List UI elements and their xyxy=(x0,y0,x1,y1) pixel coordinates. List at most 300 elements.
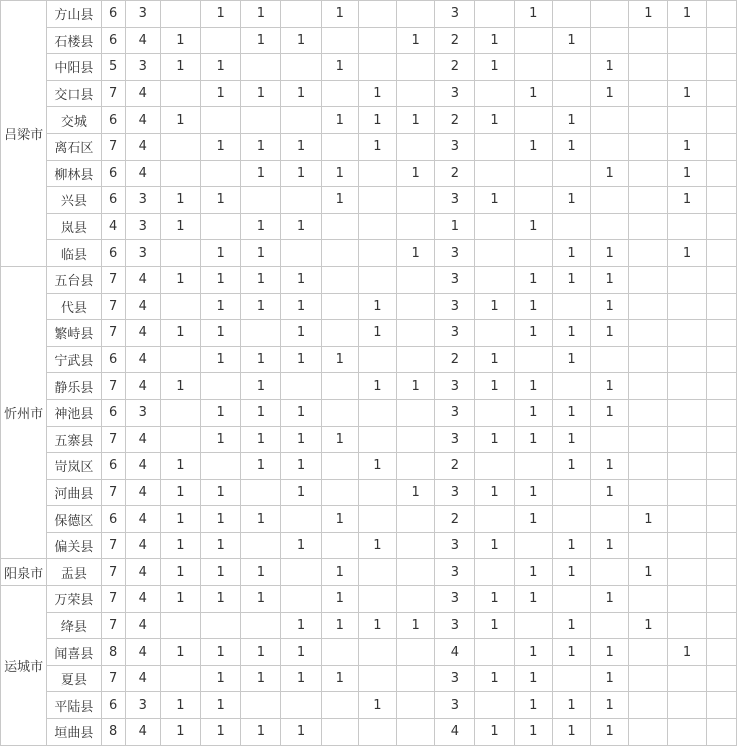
value-cell xyxy=(668,213,706,240)
value-cell: 1 xyxy=(668,80,706,107)
value-cell xyxy=(591,506,629,533)
value-cell xyxy=(281,506,321,533)
value-cell xyxy=(475,133,514,160)
value-cell xyxy=(358,240,396,267)
value-cell xyxy=(358,639,396,666)
value-cell xyxy=(629,586,668,613)
value-cell: 4 xyxy=(125,160,160,187)
value-cell xyxy=(358,665,396,692)
county-cell: 静乐县 xyxy=(47,373,101,400)
value-cell: 1 xyxy=(475,54,514,81)
value-cell: 1 xyxy=(552,532,590,559)
table-row xyxy=(1,426,737,453)
value-cell: 1 xyxy=(201,187,241,214)
value-cell: 1 xyxy=(668,639,706,666)
value-cell: 3 xyxy=(125,692,160,719)
value-cell xyxy=(475,266,514,293)
value-cell xyxy=(552,665,590,692)
table-row xyxy=(1,373,737,400)
value-cell xyxy=(160,80,200,107)
county-cell: 临县 xyxy=(47,240,101,267)
value-cell xyxy=(629,692,668,719)
value-cell: 1 xyxy=(321,107,358,134)
value-cell xyxy=(358,426,396,453)
value-cell xyxy=(629,453,668,480)
county-cell: 五寨县 xyxy=(47,426,101,453)
value-cell: 1 xyxy=(241,346,281,373)
value-cell xyxy=(706,479,736,506)
county-cell: 兴县 xyxy=(47,187,101,214)
value-cell: 1 xyxy=(475,373,514,400)
value-cell: 1 xyxy=(241,266,281,293)
value-cell: 7 xyxy=(101,426,125,453)
value-cell xyxy=(321,213,358,240)
value-cell xyxy=(514,346,552,373)
value-cell: 1 xyxy=(668,240,706,267)
value-cell xyxy=(706,133,736,160)
value-cell: 1 xyxy=(552,426,590,453)
value-cell: 1 xyxy=(281,346,321,373)
value-cell xyxy=(397,293,435,320)
value-cell: 1 xyxy=(514,586,552,613)
value-cell: 1 xyxy=(514,639,552,666)
value-cell xyxy=(706,346,736,373)
value-cell: 3 xyxy=(435,80,475,107)
value-cell xyxy=(160,612,200,639)
value-cell xyxy=(629,27,668,54)
value-cell xyxy=(160,160,200,187)
value-cell: 6 xyxy=(101,107,125,134)
value-cell xyxy=(475,559,514,586)
value-cell xyxy=(514,240,552,267)
value-cell xyxy=(160,1,200,28)
value-cell: 1 xyxy=(475,719,514,746)
table-row xyxy=(1,213,737,240)
value-cell: 1 xyxy=(591,399,629,426)
value-cell xyxy=(706,453,736,480)
value-cell xyxy=(321,639,358,666)
value-cell xyxy=(552,1,590,28)
value-cell xyxy=(591,213,629,240)
value-cell xyxy=(706,399,736,426)
value-cell: 1 xyxy=(160,320,200,347)
value-cell xyxy=(160,133,200,160)
value-cell: 3 xyxy=(435,266,475,293)
value-cell xyxy=(241,187,281,214)
county-cell: 石楼县 xyxy=(47,27,101,54)
value-cell: 1 xyxy=(201,532,241,559)
value-cell xyxy=(397,266,435,293)
value-cell: 6 xyxy=(101,1,125,28)
value-cell xyxy=(706,240,736,267)
value-cell xyxy=(397,506,435,533)
value-cell xyxy=(397,453,435,480)
value-cell: 1 xyxy=(281,426,321,453)
value-cell: 7 xyxy=(101,320,125,347)
value-cell: 1 xyxy=(201,665,241,692)
value-cell: 3 xyxy=(125,240,160,267)
value-cell: 1 xyxy=(160,27,200,54)
value-cell: 1 xyxy=(201,240,241,267)
value-cell: 1 xyxy=(475,187,514,214)
value-cell: 7 xyxy=(101,293,125,320)
value-cell xyxy=(629,107,668,134)
value-cell: 1 xyxy=(591,453,629,480)
value-cell xyxy=(321,479,358,506)
value-cell: 2 xyxy=(435,346,475,373)
value-cell xyxy=(591,107,629,134)
value-cell: 3 xyxy=(435,320,475,347)
value-cell: 1 xyxy=(321,346,358,373)
value-cell: 6 xyxy=(101,346,125,373)
value-cell: 4 xyxy=(125,665,160,692)
value-cell: 1 xyxy=(358,107,396,134)
value-cell: 6 xyxy=(101,27,125,54)
value-cell: 1 xyxy=(397,240,435,267)
value-cell: 7 xyxy=(101,586,125,613)
value-cell: 1 xyxy=(241,506,281,533)
value-cell: 1 xyxy=(514,719,552,746)
value-cell: 1 xyxy=(591,665,629,692)
county-cell: 离石区 xyxy=(47,133,101,160)
value-cell: 1 xyxy=(591,586,629,613)
value-cell: 1 xyxy=(591,692,629,719)
value-cell xyxy=(668,453,706,480)
value-cell: 1 xyxy=(201,293,241,320)
value-cell: 1 xyxy=(241,453,281,480)
value-cell: 1 xyxy=(358,293,396,320)
county-cell: 代县 xyxy=(47,293,101,320)
value-cell xyxy=(475,692,514,719)
value-cell: 2 xyxy=(435,453,475,480)
value-cell xyxy=(241,54,281,81)
value-cell: 1 xyxy=(514,479,552,506)
value-cell: 1 xyxy=(321,187,358,214)
value-cell xyxy=(629,639,668,666)
value-cell xyxy=(591,187,629,214)
value-cell: 1 xyxy=(591,266,629,293)
county-cell: 柳林县 xyxy=(47,160,101,187)
value-cell: 1 xyxy=(281,479,321,506)
value-cell xyxy=(397,665,435,692)
value-cell xyxy=(397,54,435,81)
county-cell: 保德区 xyxy=(47,506,101,533)
value-cell: 1 xyxy=(358,692,396,719)
value-cell: 1 xyxy=(552,612,590,639)
value-cell xyxy=(475,399,514,426)
value-cell xyxy=(201,612,241,639)
value-cell: 1 xyxy=(514,1,552,28)
value-cell xyxy=(358,1,396,28)
value-cell xyxy=(397,187,435,214)
value-cell: 1 xyxy=(321,54,358,81)
value-cell: 6 xyxy=(101,240,125,267)
value-cell: 1 xyxy=(160,266,200,293)
value-cell: 1 xyxy=(281,213,321,240)
value-cell: 3 xyxy=(435,1,475,28)
value-cell xyxy=(358,506,396,533)
county-cell: 交城 xyxy=(47,107,101,134)
value-cell: 1 xyxy=(201,133,241,160)
value-cell: 6 xyxy=(101,506,125,533)
value-cell: 1 xyxy=(241,293,281,320)
table-row xyxy=(1,27,737,54)
county-cell: 五台县 xyxy=(47,266,101,293)
value-cell: 1 xyxy=(241,719,281,746)
value-cell: 1 xyxy=(160,586,200,613)
value-cell: 1 xyxy=(281,266,321,293)
value-cell xyxy=(321,399,358,426)
value-cell: 1 xyxy=(591,160,629,187)
value-cell: 7 xyxy=(101,559,125,586)
value-cell: 1 xyxy=(475,293,514,320)
value-cell: 4 xyxy=(435,639,475,666)
value-cell xyxy=(668,399,706,426)
value-cell: 1 xyxy=(160,453,200,480)
value-cell: 1 xyxy=(629,1,668,28)
value-cell: 1 xyxy=(397,373,435,400)
value-cell xyxy=(160,240,200,267)
value-cell: 1 xyxy=(321,426,358,453)
value-cell xyxy=(629,80,668,107)
table-row xyxy=(1,479,737,506)
value-cell: 1 xyxy=(241,665,281,692)
value-cell: 1 xyxy=(160,479,200,506)
value-cell: 1 xyxy=(241,639,281,666)
value-cell: 4 xyxy=(125,479,160,506)
value-cell: 4 xyxy=(125,453,160,480)
value-cell: 1 xyxy=(668,1,706,28)
value-cell: 1 xyxy=(281,80,321,107)
value-cell xyxy=(397,692,435,719)
value-cell: 4 xyxy=(125,27,160,54)
value-cell xyxy=(397,719,435,746)
table-row xyxy=(1,160,737,187)
value-cell xyxy=(321,133,358,160)
value-cell: 2 xyxy=(435,107,475,134)
value-cell: 1 xyxy=(201,320,241,347)
value-cell: 4 xyxy=(125,559,160,586)
value-cell: 1 xyxy=(552,453,590,480)
value-cell: 1 xyxy=(241,160,281,187)
value-cell xyxy=(668,612,706,639)
value-cell xyxy=(706,719,736,746)
value-cell xyxy=(629,426,668,453)
value-cell xyxy=(629,719,668,746)
value-cell xyxy=(397,1,435,28)
value-cell xyxy=(397,586,435,613)
value-cell: 1 xyxy=(241,399,281,426)
value-cell xyxy=(397,426,435,453)
value-cell: 1 xyxy=(514,373,552,400)
value-cell xyxy=(706,373,736,400)
value-cell: 7 xyxy=(101,665,125,692)
value-cell xyxy=(629,213,668,240)
value-cell xyxy=(201,160,241,187)
value-cell: 1 xyxy=(160,107,200,134)
value-cell: 1 xyxy=(552,266,590,293)
value-cell: 1 xyxy=(241,373,281,400)
value-cell: 1 xyxy=(591,293,629,320)
value-cell: 3 xyxy=(125,213,160,240)
value-cell: 3 xyxy=(435,373,475,400)
value-cell: 1 xyxy=(201,266,241,293)
value-cell: 1 xyxy=(281,320,321,347)
value-cell xyxy=(281,559,321,586)
value-cell: 1 xyxy=(397,479,435,506)
county-cell: 偏关县 xyxy=(47,532,101,559)
value-cell xyxy=(397,532,435,559)
value-cell: 1 xyxy=(475,346,514,373)
value-cell xyxy=(552,506,590,533)
county-cell: 神池县 xyxy=(47,399,101,426)
value-cell: 1 xyxy=(591,479,629,506)
value-cell: 1 xyxy=(514,293,552,320)
value-cell xyxy=(201,453,241,480)
value-cell: 1 xyxy=(514,506,552,533)
value-cell: 1 xyxy=(475,479,514,506)
value-cell: 1 xyxy=(201,479,241,506)
table-row xyxy=(1,107,737,134)
value-cell: 4 xyxy=(125,532,160,559)
value-cell: 4 xyxy=(125,80,160,107)
value-cell: 1 xyxy=(552,639,590,666)
value-cell: 1 xyxy=(475,107,514,134)
value-cell xyxy=(629,665,668,692)
value-cell xyxy=(241,320,281,347)
value-cell: 1 xyxy=(281,399,321,426)
value-cell xyxy=(514,107,552,134)
value-cell xyxy=(321,719,358,746)
value-cell: 1 xyxy=(281,665,321,692)
value-cell xyxy=(321,266,358,293)
value-cell: 2 xyxy=(435,54,475,81)
value-cell xyxy=(475,240,514,267)
value-cell: 1 xyxy=(552,399,590,426)
county-cell: 夏县 xyxy=(47,665,101,692)
value-cell xyxy=(706,506,736,533)
value-cell xyxy=(397,213,435,240)
table-row xyxy=(1,240,737,267)
value-cell xyxy=(629,240,668,267)
value-cell xyxy=(629,160,668,187)
value-cell: 1 xyxy=(321,586,358,613)
value-cell xyxy=(668,692,706,719)
value-cell xyxy=(706,426,736,453)
value-cell xyxy=(281,54,321,81)
value-cell: 1 xyxy=(160,692,200,719)
value-cell xyxy=(475,160,514,187)
value-cell: 1 xyxy=(241,1,281,28)
value-cell xyxy=(552,293,590,320)
value-cell xyxy=(160,399,200,426)
table-row xyxy=(1,586,737,613)
value-cell xyxy=(706,692,736,719)
value-cell xyxy=(706,54,736,81)
county-cell: 河曲县 xyxy=(47,479,101,506)
value-cell: 3 xyxy=(435,692,475,719)
value-cell: 1 xyxy=(591,373,629,400)
value-cell xyxy=(358,266,396,293)
value-cell xyxy=(706,665,736,692)
value-cell xyxy=(281,240,321,267)
table-row xyxy=(1,719,737,746)
value-cell xyxy=(706,532,736,559)
value-cell xyxy=(514,612,552,639)
value-cell xyxy=(358,160,396,187)
value-cell: 3 xyxy=(435,479,475,506)
value-cell: 6 xyxy=(101,453,125,480)
value-cell xyxy=(358,586,396,613)
value-cell: 1 xyxy=(358,612,396,639)
value-cell xyxy=(241,612,281,639)
value-cell: 1 xyxy=(241,213,281,240)
value-cell xyxy=(397,133,435,160)
table-row xyxy=(1,506,737,533)
value-cell: 4 xyxy=(435,719,475,746)
value-cell: 1 xyxy=(281,293,321,320)
value-cell xyxy=(397,639,435,666)
value-cell xyxy=(321,532,358,559)
value-cell xyxy=(706,293,736,320)
value-cell: 1 xyxy=(514,665,552,692)
value-cell: 1 xyxy=(201,506,241,533)
value-cell xyxy=(629,532,668,559)
value-cell: 3 xyxy=(435,612,475,639)
value-cell xyxy=(706,586,736,613)
value-cell xyxy=(358,346,396,373)
value-cell xyxy=(591,1,629,28)
value-cell: 1 xyxy=(552,559,590,586)
value-cell: 1 xyxy=(591,719,629,746)
value-cell xyxy=(397,80,435,107)
value-cell: 1 xyxy=(552,320,590,347)
table-row xyxy=(1,399,737,426)
value-cell xyxy=(475,506,514,533)
value-cell xyxy=(591,612,629,639)
value-cell: 2 xyxy=(435,506,475,533)
value-cell: 1 xyxy=(591,80,629,107)
value-cell: 2 xyxy=(435,160,475,187)
value-cell xyxy=(281,692,321,719)
value-cell: 8 xyxy=(101,719,125,746)
value-cell: 1 xyxy=(358,80,396,107)
value-cell: 1 xyxy=(241,559,281,586)
value-cell: 1 xyxy=(358,453,396,480)
value-cell: 7 xyxy=(101,479,125,506)
value-cell xyxy=(552,373,590,400)
value-cell: 8 xyxy=(101,639,125,666)
value-cell: 1 xyxy=(514,80,552,107)
value-cell: 1 xyxy=(201,586,241,613)
county-cell: 方山县 xyxy=(47,1,101,28)
county-cell: 绛县 xyxy=(47,612,101,639)
value-cell: 1 xyxy=(591,639,629,666)
value-cell: 1 xyxy=(160,373,200,400)
value-cell: 1 xyxy=(281,612,321,639)
value-cell xyxy=(321,80,358,107)
table-row xyxy=(1,266,737,293)
value-cell xyxy=(281,107,321,134)
value-cell: 1 xyxy=(552,692,590,719)
value-cell: 1 xyxy=(629,506,668,533)
value-cell xyxy=(358,27,396,54)
value-cell: 1 xyxy=(552,27,590,54)
value-cell: 4 xyxy=(125,719,160,746)
value-cell: 1 xyxy=(552,240,590,267)
value-cell: 3 xyxy=(125,54,160,81)
value-cell xyxy=(668,54,706,81)
